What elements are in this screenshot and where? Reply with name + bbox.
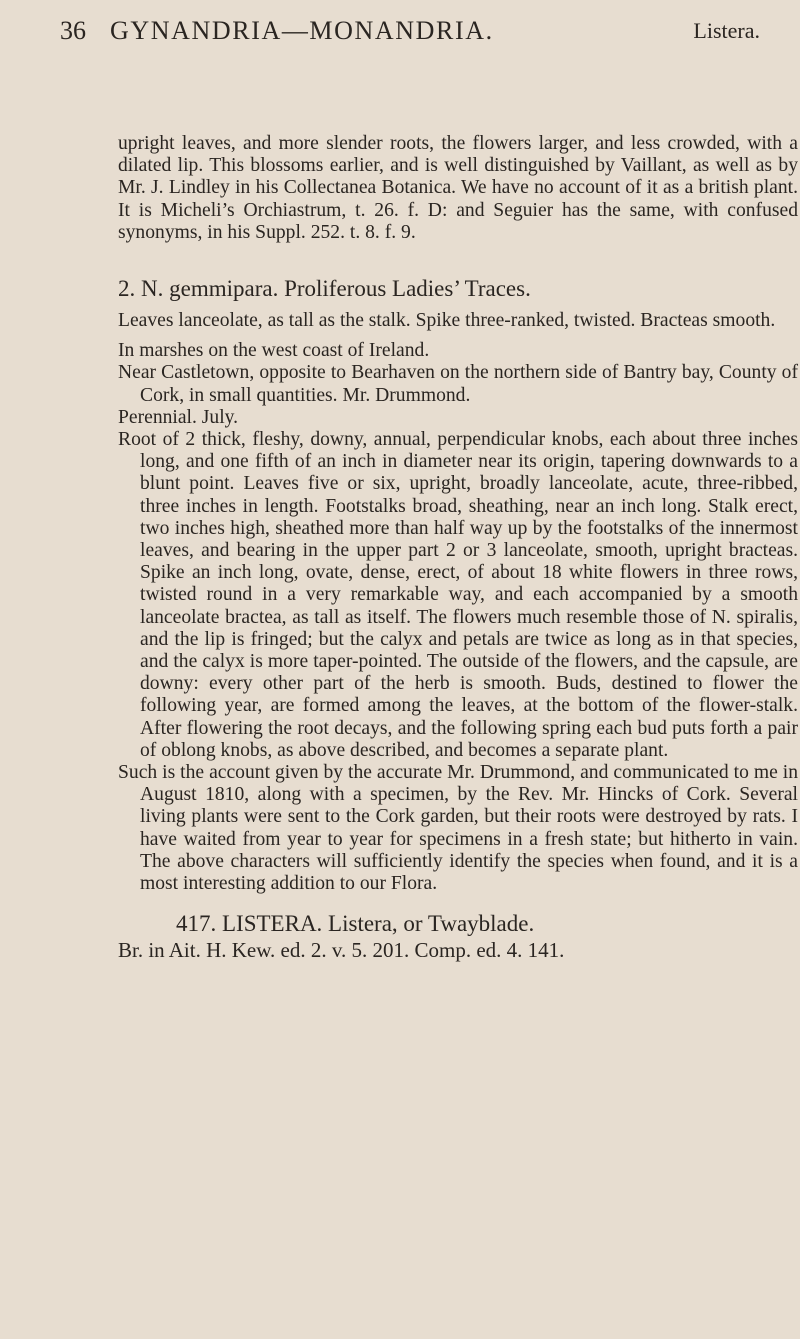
species-diagnosis: Leaves lanceolate, as tall as the stalk. Spike three-ranked, twisted. Bracteas smooth. (118, 310, 776, 332)
species-heading: 2. N. gemmipara. Proliferous Ladies’ Traces. (118, 276, 531, 302)
species-habitat: In marshes on the west coast of Ireland. (118, 340, 430, 362)
species-duration: Perennial. July. (118, 406, 239, 428)
running-title: GYNANDRIA—MONANDRIA. (110, 16, 494, 45)
species-account: Such is the account given by the accurate Mr. Drummond, and communicated to me in August 1810, along with a specimen, by the Rev. Mr. Hincks of Cork. Several living plants were sent to the Cork garden, but their roots were destroyed by rats. I have waited from year to year for specimens in a fresh state; but hitherto in vain. The above characters will sufficiently identify the species when found, and it is a most interesting addition to our Flora. (118, 762, 798, 895)
page-number: 36 (60, 16, 86, 45)
page-header (60, 16, 760, 56)
genus-reference: Br. in Ait. H. Kew. ed. 2. v. 5. 201. Comp. ed. 4. 141. (118, 938, 565, 963)
continuation-paragraph: upright leaves, and more slender roots, the flowers larger, and less crowded, with a dilated lip. This blossoms earlier, and is well distinguished by Vaillant, as well as by Mr. J. Lindley in his Collectanea Botanica. We have no account of it as a british plant. It is Micheli’s Orchiastrum, t. 26. f. D: and Seguier has the same, with confused synonyms, in his Suppl. 252. t. 8. f. 9. (118, 133, 798, 243)
page-body (118, 133, 798, 962)
genus-heading: 417. LISTERA. Listera, or Twayblade. (176, 911, 535, 937)
species-locality: Near Castletown, opposite to Bearhaven on the northern side of Bantry bay, County of Cork, in small quantities. Mr. Drummond. (118, 362, 798, 406)
running-genus: Listera. (693, 18, 760, 43)
species-description: Root of 2 thick, fleshy, downy, annual, perpendicular knobs, each about three inches long, and one fifth of an inch in diameter near its origin, tapering downwards to a blunt point. Leaves five or six, upright, broadly lanceolate, acute, three-ribbed, three inches in length. Footstalks broad, sheathing, near an inch long. Stalk erect, two inches high, sheathed more than half way up by the footstalks of the innermost leaves, and bearing in the upper part 2 or 3 lanceolate, smooth, upright bracteas. Spike an inch long, ovate, dense, erect, of about 18 white flowers in three rows, twisted round in a very remarkable way, and each accompanied by a smooth lanceolate bractea, as tall as itself. The flowers much resemble those of N. spiralis, and the lip is fringed; but the calyx and petals are twice as long as in that species, and the calyx is more taper-pointed. The outside of the flowers, and the capsule, are downy: every other part of the herb is smooth. Buds, destined to flower the following year, are formed among the leaves, at the bottom of the flower-stalk. After flowering the root decays, and the following spring each bud puts forth a pair of oblong knobs, as above described, and becomes a separate plant. (118, 429, 798, 761)
